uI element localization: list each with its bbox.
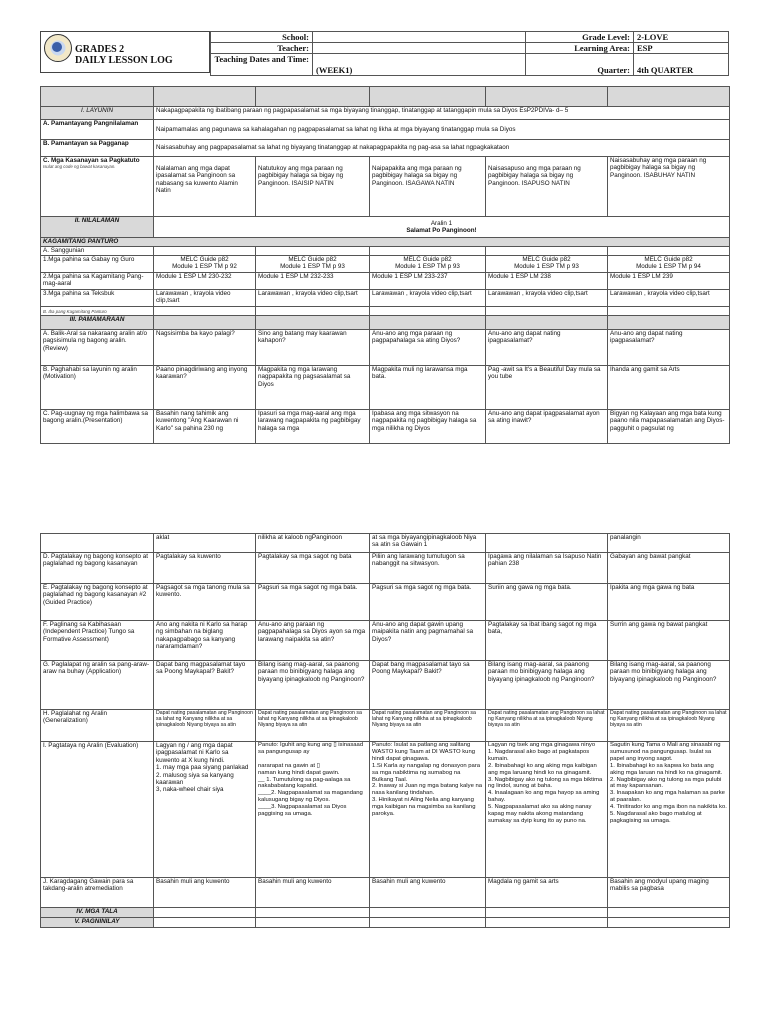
guided-practice-day4: Suriin ang gawa ng mga bata. bbox=[486, 584, 608, 621]
learning-area-label: Learning Area: bbox=[526, 43, 634, 54]
teacher-label: Teacher: bbox=[211, 43, 313, 54]
mga-tala-label: IV. MGA TALA bbox=[41, 908, 154, 918]
kasanayan-label: C. Mga Kasanayan sa Pagkatuto bbox=[43, 157, 140, 164]
evaluation-row bbox=[41, 742, 730, 878]
teacher-field[interactable] bbox=[313, 43, 526, 54]
aralin-title: Aralin 1 bbox=[430, 219, 453, 227]
pagtalakay-day4: Ipagawa ang nilalaman sa Isapuso Natin pahian 238 bbox=[486, 553, 608, 584]
pag-uugnay-day2: Ipasuri sa mga mag-aaral ang mga larawang nagpapakita ng pagbibigay halaga sa mga bbox=[256, 410, 370, 444]
pagninilay-label: V. PAGNINILAY bbox=[41, 918, 154, 928]
mag-aaral-day1: Module 1 ESP LM 230-232 bbox=[154, 273, 256, 290]
independent-practice-day5: Surrin ang gawa ng bawat pangkat bbox=[608, 621, 730, 661]
paghahabi-day1: Paano pinagdiriwang ang inyong kaarawan? bbox=[154, 366, 256, 410]
independent-practice-row bbox=[41, 621, 730, 661]
header-table bbox=[210, 31, 729, 76]
evaluation-day3: Panuto: Isulat sa patlang ang salitang WASTO kung Taam at DI WASTO kung hindi dapat ginagawa. 1.Si Karla ay nangalap ng donasyon para sa mga nabiktima ng sumabog na Bulkang Taal. 2. Inaway si Juan ng mga batang kalye na nasa kanilang tindahan. 3. Hinikayat ni Aling Nelia ang kanyang mga kaibigan na magsimba sa kanilang parokya. bbox=[370, 742, 486, 878]
mag-aaral-row bbox=[41, 273, 730, 290]
balik-aral-row bbox=[41, 330, 730, 366]
teksbuk-label: 3.Mga pahina sa Teksbuk bbox=[41, 290, 154, 307]
deped-seal-icon bbox=[44, 34, 72, 62]
pagtalakay-row bbox=[41, 553, 730, 584]
guided-practice-day2: Pagsuri sa mga sagot ng mga bata. bbox=[256, 584, 370, 621]
kasanayan-day5: Naisasabuhay ang mga paraan ng pagbibigay halaga sa bigay ng Panginoon. ISABUHAY NATIN bbox=[608, 157, 730, 217]
layunin-text: Nakapagpapakita ng ibatibang paraan ng pagpapasalamat sa mga biyayang tinanggap, tinatanggap at tatanggapin mula sa Diyos EsP2PDIVa- d– 5 bbox=[154, 107, 730, 120]
teksbuk-day2: Larawawan , krayola video clip,tsart bbox=[256, 290, 370, 307]
paghahabi-row bbox=[41, 366, 730, 410]
teksbuk-day4: Larawawan , krayola video clip,tsart bbox=[486, 290, 608, 307]
paghahabi-day5: Ihanda ang gamit sa Arts bbox=[608, 366, 730, 410]
gabay-day4: MELC Guide p82 Module 1 ESP TM p 93 bbox=[486, 256, 608, 273]
application-day3: Dapat bang magpasalamat tayo sa Poong Maykapal? Bakit? bbox=[370, 661, 486, 710]
pagtalakay-day5: Gabayan ang bawat pangkat bbox=[608, 553, 730, 584]
evaluation-day5: Sagutin kung Tama o Mali ang sinasabi ng sumusunod na pangungusap. Isulat sa papel ang inyong sagot. 1. Ibinabahagi ko sa kapwa ko bata ang aking mga laruan na hindi ko na ginagamit. 2. Nagbibigay ako ng tulong sa mga pulubi at may kapansanan. 3. Inaapakan ko ang mga halaman sa parke at paaralan. 4. Tinitirador ko ang mga ibon na nakikita ko. 5. Nagdarasal ako bago matulog at pagkagising sa umaga. bbox=[608, 742, 730, 878]
gabay-day1: MELC Guide p82 Module 1 ESP TM p 92 bbox=[154, 256, 256, 273]
independent-practice-day3: Anu-ano ang dapat gawin upang maipakita natin ang pagmamahal sa Diyos? bbox=[370, 621, 486, 661]
school-field[interactable] bbox=[313, 32, 526, 43]
teksbuk-day1: Larawawan , krayola video clip,tsart bbox=[154, 290, 256, 307]
application-day4: Bilang isang mag-aaral, sa paanong paraan mo binibigyang halaga ang biyayang ipinagkaloob ng Panginoon? bbox=[486, 661, 608, 710]
generalization-day4: Dapat nating pasalamatan ang Panginoon sa lahat ng Kanyang nilikha at sa ipinagkaloob Niyang biyaya sa atin bbox=[486, 710, 608, 742]
independent-practice-day2: Anu-ano ang paraan ng pagpapahalaga sa Diyos ayon sa mga larawang naipakita sa atin? bbox=[256, 621, 370, 661]
pagganap-text: Naisasabuhay ang pagpapasalamat sa lahat ng biyayang tinatanggap at nakapagpapakita ng pag-asa sa lahat ngpagkakataon bbox=[154, 140, 730, 157]
kasanayan-row bbox=[41, 157, 730, 217]
pamamaraan-label: III. PAMAMARAAN bbox=[41, 316, 154, 330]
pagganap-label: B. Pamantayan sa Pagganap bbox=[41, 140, 154, 157]
gabay-day2: MELC Guide p82 Module 1 ESP TM p 93 bbox=[256, 256, 370, 273]
quarter-field[interactable]: 4th QUARTER bbox=[634, 54, 729, 76]
remediation-day4: Magdala ng gamit sa arts bbox=[486, 878, 608, 908]
remediation-row bbox=[41, 878, 730, 908]
pamantayang-row bbox=[41, 120, 730, 140]
generalization-day2: Dapat nating pasalamatan ang Panginoon sa lahat ng Kanyang nilikha at sa ipinagkaloob Niyang biyaya sa atin bbox=[256, 710, 370, 742]
iba-row bbox=[41, 307, 730, 316]
iba-label: B. Iba pang Kagamitang Panturo bbox=[41, 307, 154, 316]
pamamaraan-row bbox=[41, 316, 730, 330]
kasanayan-day2: Natutukoy ang mga paraan ng pagbibigay halaga sa bigay ng Panginoon. ISAISIP NATIN bbox=[256, 157, 370, 217]
aralin-subtitle: Salamat Po Panginoon! bbox=[406, 227, 477, 234]
learning-area-field[interactable]: ESP bbox=[634, 43, 729, 54]
remediation-day3: Basahin muli ang kuwento bbox=[370, 878, 486, 908]
mag-aaral-day2: Module 1 ESP LM 232-233 bbox=[256, 273, 370, 290]
application-row bbox=[41, 661, 730, 710]
kasanayan-sub: Isulat ang code ng bawat kasanayan. bbox=[43, 164, 116, 170]
quarter-label: Quarter: bbox=[526, 54, 634, 76]
gabay-day5: MELC Guide p82 Module 1 ESP TM p 94 bbox=[608, 256, 730, 273]
gabay-row bbox=[41, 256, 730, 273]
pag-uugnay-day4: Anu-ano ang dapat ipagpasalamat ayon sa ating inawit? bbox=[486, 410, 608, 444]
balik-aral-day3: Anu-ano ang mga paraan ng pagpapahalaga sa ating Diyos? bbox=[370, 330, 486, 366]
continued-day4 bbox=[486, 534, 608, 553]
guided-practice-day1: Pagsagot sa mga tanong mula sa kuwento. bbox=[154, 584, 256, 621]
dates-label: Teaching Dates and Time: bbox=[211, 54, 313, 76]
generalization-day3: Dapat nating pasalamatan ang Panginoon sa lahat ng Kanyang nilikha at sa ipinagkaloob Niyang biyaya sa atin bbox=[370, 710, 486, 742]
grade-level-label: Grade Level: bbox=[526, 32, 634, 43]
day-header-row bbox=[41, 87, 730, 107]
application-day1: Dapat bang magpasalamat tayo sa Poong Maykapal? Bakit? bbox=[154, 661, 256, 710]
log-title: DAILY LESSON LOG bbox=[75, 55, 173, 66]
generalization-day1: Dapat nating pasalamatan ang Panginoon sa lahat ng Kanyang nilikha at sa ipinagkaloob Niyang biyaya sa atin bbox=[154, 710, 256, 742]
remediation-day1: Basahin muli ang kuwento bbox=[154, 878, 256, 908]
evaluation-day1: Lagyan ng / ang mga dapat ipagpasalamat ni Karlo sa kuwento at X kung hindi. 1. may mga paa siyang panlakad 2. malusog siya sa kanyang kaarawan 3, naka-wheel chair siya bbox=[154, 742, 256, 878]
kasanayan-day3: Naipapakita ang mga paraan ng pagbibigay halaga sa bigay ng Panginoon. ISAGAWA NATIN bbox=[370, 157, 486, 217]
pag-uugnay-row bbox=[41, 410, 730, 444]
dates-field[interactable]: (WEEK1) bbox=[313, 54, 526, 76]
pag-uugnay-day3: Ipabasa ang mga sitwasyon na nagpapakita ng pagbibigay halaga sa mga nilikha ng Diyos bbox=[370, 410, 486, 444]
paghahabi-day4: Pag -awit sa It's a Beautiful Day mula sa you tube bbox=[486, 366, 608, 410]
paghahabi-day2: Magpakita ng mga larawang nagpapakita ng pagsasalamat sa Diyos bbox=[256, 366, 370, 410]
guided-practice-row bbox=[41, 584, 730, 621]
kagamitang-label: KAGAMITANG PANTURO bbox=[41, 238, 730, 247]
continued-day3: at sa mga biyayangipinagkaloob Niya sa atin sa Gawain 1 bbox=[370, 534, 486, 553]
kagamitang-row bbox=[41, 238, 730, 247]
evaluation-day2: Panuto: Iguhit ang kung ang ▯ isinasaad sa pangungusap ay nararapat na gawin at ▯ naman kung hindi dapat gawin. __ 1. Tumutulong sa pag-aalaga sa nakababatang kapatid. ____2. Nagpapasalamat sa magandang kalusugang bigay ng Diyos. ____3. Nagpapasalamat sa Diyos paggising sa umaga. bbox=[256, 742, 370, 878]
mag-aaral-day5: Module 1 ESP LM 239 bbox=[608, 273, 730, 290]
independent-practice-day4: Pagtalakay sa ibat ibang sagot ng mga bata, bbox=[486, 621, 608, 661]
continued-row bbox=[41, 534, 730, 553]
header-title bbox=[75, 44, 173, 66]
independent-practice-day1: Ano ang nakita ni Karlo sa harap ng simbahan na biglang nakapagpabago sa kanyang nararamdaman? bbox=[154, 621, 256, 661]
application-label: G. Paglalapat ng aralin sa pang-araw-araw na buhay (Application) bbox=[41, 661, 154, 710]
guided-practice-day5: Ipakita ang mga gawa ng bata bbox=[608, 584, 730, 621]
remediation-label: J. Karagdagang Gawain para sa takdang-aralin atremediation bbox=[41, 878, 154, 908]
guided-practice-day3: Pagsuri sa mga sagot ng mga bata. bbox=[370, 584, 486, 621]
balik-aral-day1: Nagsisimba ba kayo palagi? bbox=[154, 330, 256, 366]
pagtalakay-day2: Pagtalakay sa mga sagot ng bata bbox=[256, 553, 370, 584]
mga-tala-row bbox=[41, 908, 730, 918]
gabay-label: 1.Mga pahina sa Gabay ng Guro bbox=[41, 256, 154, 273]
lesson-log-table-part2 bbox=[40, 533, 730, 928]
pagtalakay-day1: Pagtalakay sa kuwento bbox=[154, 553, 256, 584]
pagninilay-row bbox=[41, 918, 730, 928]
layunin-row bbox=[41, 107, 730, 120]
sanggunian-row bbox=[41, 247, 730, 256]
pag-uugnay-label: C. Pag-uugnay ng mga halimbawa sa bagong aralin.(Presentation) bbox=[41, 410, 154, 444]
mag-aaral-label: 2.Mga pahina sa Kagamitang Pang-mag-aaral bbox=[41, 273, 154, 290]
gabay-day3: MELC Guide p82 Module 1 ESP TM p 93 bbox=[370, 256, 486, 273]
evaluation-day4: Lagyan ng tsek ang mga ginagawa ninyo 1. Nagdarasal ako bago at pagkatapos kumain. 2. Ibinabahagi ko ang aking mga kaibigan ang mga laruang hindi ko na ginagamit. 3. Nagbibigay ako ng tulong sa mga biktima ng lindol, sunog at baha. 4. Inaalagaan ko ang mga hayop sa aming bahay. 5. Nagpapasalamat ako sa aking nanay kapag may nakita akong matandang sumakay sa dyip kung ito ay puno na. bbox=[486, 742, 608, 878]
lesson-log-table-part1 bbox=[40, 86, 730, 444]
independent-practice-label: F. Paglinang sa Kabihasaan (Independent Practice) Tungo sa Formative Assessment) bbox=[41, 621, 154, 661]
layunin-label: I. LAYUNIN bbox=[41, 107, 154, 120]
balik-aral-day5: Anu-ano ang dapat nating ipagpasalamat? bbox=[608, 330, 730, 366]
pag-uugnay-day1: Basahin nang tahimik ang kuwentong "Ang Kaarawan ni Karlo" sa pahina 230 ng bbox=[154, 410, 256, 444]
remediation-day5: Basahin ang modyul upang maging mabilis sa pagbasa bbox=[608, 878, 730, 908]
mag-aaral-day4: Module 1 ESP LM 238 bbox=[486, 273, 608, 290]
school-label: School: bbox=[211, 32, 313, 43]
grade-title: GRADES 2 bbox=[75, 44, 125, 55]
balik-aral-day2: Sino ang batang may kaarawan kahapon? bbox=[256, 330, 370, 366]
balik-aral-label: A. Balik-Aral sa nakaraang aralin at/o pagsisimula ng bagong aralin.(Review) bbox=[41, 330, 154, 366]
grade-level-field[interactable]: 2-LOVE bbox=[634, 32, 729, 43]
guided-practice-label: E. Pagtalakay ng bagong konsepto at paglalahad ng bagong kasanayan #2 (Guided Practice) bbox=[41, 584, 154, 621]
pamantayang-label: A. Pamantayang Pangnilalaman bbox=[41, 120, 154, 140]
pagtalakay-day3: Piliin ang larawang tumutugon sa nabanggit na sitwasyon. bbox=[370, 553, 486, 584]
nilalaman-row bbox=[41, 217, 730, 238]
pamantayang-text: Naipamamalas ang pagunawa sa kahalagahan ng pagpapasalamat sa lahat ng likha at mga biyayang tinatanggap mula sa Diyos bbox=[154, 120, 730, 140]
continued-day5: panalangin bbox=[608, 534, 730, 553]
application-day2: Bilang isang mag-aaral, sa paanong paraan mo binibigyang halaga ang biyayang ipinagkaloob ng Panginoon? bbox=[256, 661, 370, 710]
generalization-day5: Dapat nating pasalamatan ang Panginoon sa lahat ng Kanyang nilikha at sa ipinagkaloob Niyang biyaya sa atin bbox=[608, 710, 730, 742]
pagtalakay-label: D. Pagtalakay ng bagong konsepto at paglalahad ng bagong kasanayan bbox=[41, 553, 154, 584]
generalization-label: H. Paglalahat ng Aralin (Generalization) bbox=[41, 710, 154, 742]
continued-day1: aklat bbox=[154, 534, 256, 553]
application-day5: Bilang isang mag-aaral, sa paanong paraan mo binibigyang halaga ang biyayang ipinagkaloob ng Panginoon? bbox=[608, 661, 730, 710]
pagganap-row bbox=[41, 140, 730, 157]
kasanayan-day4: Naisasapuso ang mga paraan ng pagbibigay halaga sa bigay ng Panginoon. ISAPUSO NATIN bbox=[486, 157, 608, 217]
pag-uugnay-day5: Bigyan ng Kalayaan ang mga bata kung paano nila mapapasalamatan ang Diyos-pagguhit o pagsulat ng bbox=[608, 410, 730, 444]
kasanayan-day1: Nalalaman ang mga dapat ipasalamat sa Panginoon sa nabasang sa kuwento Alamin Natin bbox=[154, 157, 256, 217]
teksbuk-day5: Larawawan , krayola video clip,tsart bbox=[608, 290, 730, 307]
evaluation-label: I. Pagtataya ng Aralin (Evaluation) bbox=[41, 742, 154, 878]
nilalaman-label: II. NILALAMAN bbox=[41, 217, 154, 238]
remediation-day2: Basahin muli ang kuwento bbox=[256, 878, 370, 908]
teksbuk-row bbox=[41, 290, 730, 307]
generalization-row bbox=[41, 710, 730, 742]
paghahabi-day3: Magpakita muli ng larawansa mga bata. bbox=[370, 366, 486, 410]
teksbuk-day3: Larawawan , krayola video clip,tsart bbox=[370, 290, 486, 307]
sanggunian-label: A. Sanggunian bbox=[41, 247, 154, 256]
balik-aral-day4: Anu-ano ang dapat nating ipagpasalamat? bbox=[486, 330, 608, 366]
paghahabi-label: B. Paghahabi sa layunin ng aralin (Motivation) bbox=[41, 366, 154, 410]
continued-day2: nilikha at kaloob ngPanginoon bbox=[256, 534, 370, 553]
mag-aaral-day3: Module 1 ESP LM 233-237 bbox=[370, 273, 486, 290]
